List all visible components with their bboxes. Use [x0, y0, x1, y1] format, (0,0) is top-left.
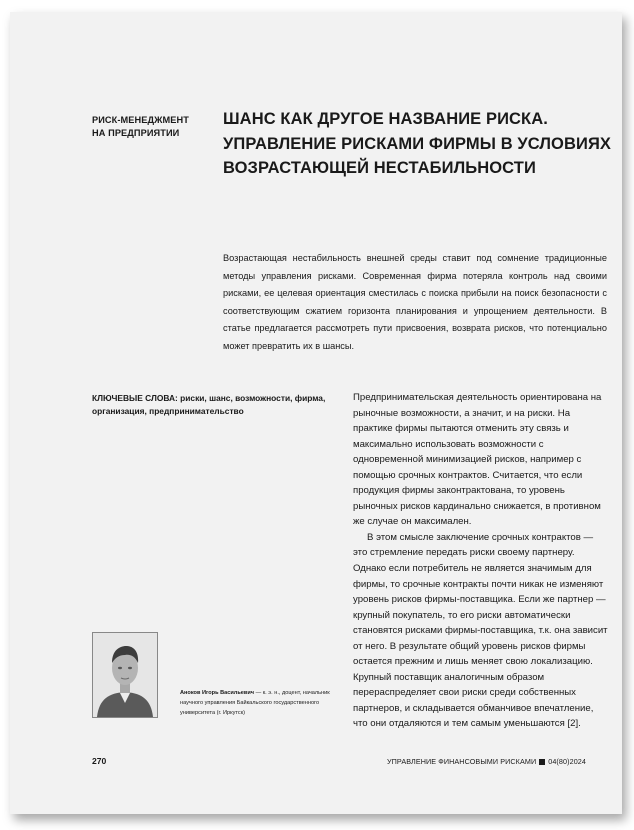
journal-page	[10, 12, 622, 814]
abstract-text: Возрастающая нестабильность внешней среды ставит под сомнение традиционные методы управления рисками. Современная фирма потеряла контроль над своими рисками, ее целевая ориентация сместилась с поиска прибыли на поиск безопасности с соответствующим сжатием горизонта планирования и упрощением деятельности. В статье предлагается рассмотреть пути присвоения, возврата рисков, что потенциально может превратить их в шансы.	[223, 253, 607, 351]
keywords: КЛЮЧЕВЫЕ СЛОВА: риски, шанс, возможности, фирма, организация, предпринимательство	[92, 393, 326, 416]
title-line-2: УПРАВЛЕНИЕ РИСКАМИ ФИРМЫ В УСЛОВИЯХ	[223, 134, 612, 153]
author-photo	[92, 632, 158, 718]
square-separator-icon	[539, 759, 545, 765]
article-body	[353, 390, 609, 732]
page-number: 270	[92, 756, 107, 766]
rubric-line-2: НА ПРЕДПРИЯТИИ	[92, 128, 180, 138]
title-line-3: ВОЗРАСТАЮЩЕЙ НЕСТАБИЛЬНОСТИ	[223, 159, 536, 177]
abstract	[223, 250, 607, 356]
journal-footer	[387, 757, 586, 766]
body-paragraph-1: Предпринимательская деятельность ориентирована на рыночные возможности, а значит, и на риски. На практике фирмы пытаются отменить эту связь и максимально использовать возможности с одновременной минимизацией рисков, например с помощью срочных контрактов. Считается, что если продукция фирмы законтрактована, то уровень рыночных рисков кардинально снижается, в противном же случае он максимален.	[353, 392, 602, 528]
section-rubric	[92, 114, 212, 140]
author-portrait-image	[93, 633, 157, 717]
body-paragraph-2: В этом смысле заключение срочных контрактов — это стремление передать риски своему партнеру. Однако если потребитель не является значимым для фирмы, то срочные контракты почти никак не изменяют уровень рисков фирмы-поставщика. Если же партнер — крупный покупатель, то его риски автоматически становятся рисками фирмы-поставщика, т.к. она зависит от него. В результате общий уровень рисков фирмы остается прежним и лишь меняет свою локализацию. Крупный поставщик аналогичным образом перераспределяет свои риски среди собственных партнеров, и складывается обманчивое впечатление, что они отдаляются и тем самым уменьшаются [2].	[353, 531, 608, 730]
author-details: — к. э. н., доцент, начальник научного управления Байкальского государственного университета (г. Иркутск)	[180, 690, 330, 716]
author-info	[180, 688, 340, 718]
journal-issue: 04(80)2024	[548, 757, 586, 766]
title-line-1: ШАНС КАК ДРУГОЕ НАЗВАНИЕ РИСКА.	[223, 110, 548, 128]
journal-name: УПРАВЛЕНИЕ ФИНАНСОВЫМИ РИСКАМИ	[386, 757, 537, 766]
author-name: Аноков Игорь Васильевич	[180, 690, 255, 696]
article-title	[223, 107, 623, 181]
rubric-line-1: РИСК-МЕНЕДЖМЕНТ	[92, 115, 189, 125]
